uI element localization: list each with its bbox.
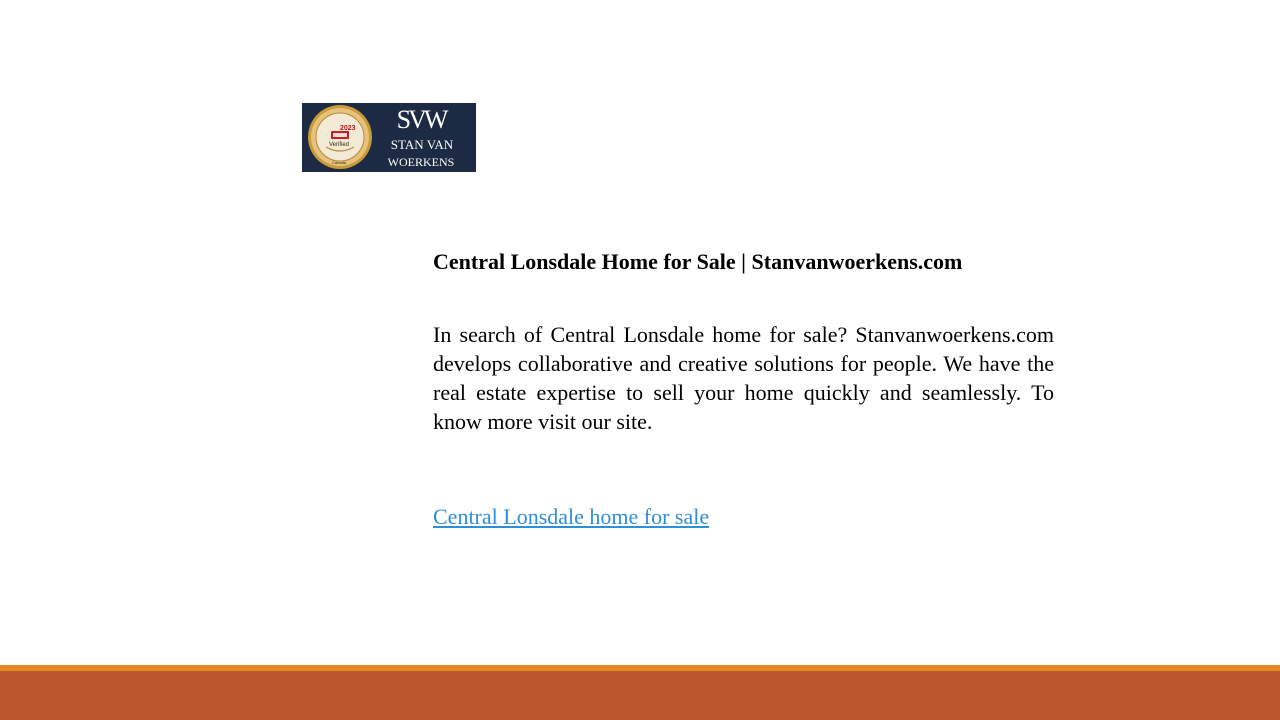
footer-bar — [0, 671, 1280, 720]
central-lonsdale-link[interactable]: Central Lonsdale home for sale — [433, 504, 710, 529]
company-logo[interactable] — [302, 103, 476, 172]
logo-name-line2: WOERKENS — [387, 155, 455, 169]
seal-year: 2023 — [340, 125, 356, 132]
description-paragraph: In search of Central Lonsdale home for sale? Stanvanwoerkens.com develops collaborative and creative solutions for people. We have the real estate expertise to sell your home quickly and seamlessly. To know more visit our site. — [433, 322, 1054, 434]
seal-verified-label: Verified — [329, 142, 350, 148]
logo-monogram: SVW — [396, 105, 446, 134]
page-title: Central Lonsdale Home for Sale | Stanvanwoerkens.com — [433, 249, 963, 274]
logo-name-line1: STAN VAN — [390, 137, 454, 152]
content-block — [433, 247, 1054, 532]
seal-region-label: Canada — [332, 160, 347, 165]
